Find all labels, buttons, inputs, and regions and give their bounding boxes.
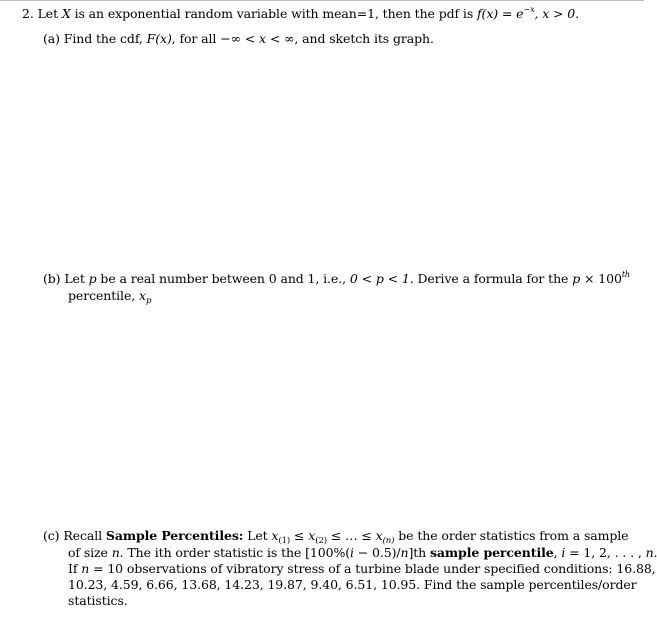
var-i: i xyxy=(561,545,566,560)
part-c-text: − 0.5)/ xyxy=(353,545,401,560)
var-x: x xyxy=(308,528,316,543)
pdf-expression: f(x) = e xyxy=(477,6,524,21)
part-c-text: , xyxy=(553,545,562,560)
var-n: n xyxy=(400,545,409,560)
var-i: i xyxy=(350,545,354,560)
part-c-text: Recall xyxy=(63,528,106,543)
problem-number: 2. xyxy=(22,6,34,21)
part-b-label: (b) xyxy=(43,271,61,286)
leq: ≤ xyxy=(290,528,309,543)
range-expression: −∞ < x < ∞ xyxy=(220,31,295,46)
top-rule xyxy=(0,0,644,1)
problem-text: is an exponential random variable with mean=1, then the pdf is xyxy=(70,6,478,21)
part-c-text: = 1, 2, . . . , xyxy=(565,545,646,560)
th-superscript: th xyxy=(621,270,630,279)
subscript-p: p xyxy=(145,296,152,306)
part-c-label: (c) xyxy=(43,528,60,543)
var-n: n xyxy=(111,545,120,560)
inequality: 0 < p < 1 xyxy=(349,271,410,286)
var-x: x xyxy=(139,288,146,303)
var-x: x xyxy=(271,528,279,543)
part-a-text: , for all xyxy=(171,31,221,46)
part-c-line-1 xyxy=(43,528,629,546)
part-b-line-2 xyxy=(68,288,152,306)
sample-percentile-term: sample percentile xyxy=(429,545,554,560)
part-c-text: be the order statistics from a sample xyxy=(394,528,629,543)
cdf-symbol: F(x) xyxy=(146,31,172,46)
part-a-text: Find the cdf, xyxy=(63,31,147,46)
times-100: × 100 xyxy=(580,271,622,286)
part-b-text: be a real number between 0 and 1, i.e., xyxy=(96,271,350,286)
part-c-text: ]th xyxy=(408,545,430,560)
part-c-line-5 xyxy=(68,593,128,608)
var-x: X xyxy=(61,6,71,21)
subscript: (n) xyxy=(382,536,395,546)
var-x: x xyxy=(375,528,383,543)
subscript: (1) xyxy=(278,536,291,546)
var-n: n xyxy=(645,545,654,560)
part-b-text: Let xyxy=(64,271,89,286)
problem-text: Let xyxy=(37,6,62,21)
var-p: p xyxy=(88,271,97,286)
part-a-label: (a) xyxy=(43,31,60,46)
subscript: (2) xyxy=(315,536,327,546)
part-c-text: of size xyxy=(68,545,112,560)
part-c-text: Let xyxy=(243,528,272,543)
var-n: n xyxy=(81,561,90,576)
part-c-text xyxy=(654,545,657,560)
problem-statement xyxy=(22,6,579,21)
part-a-text: , and sketch its graph. xyxy=(294,31,434,46)
pdf-exponent: −x xyxy=(523,5,535,14)
part-c-text: If xyxy=(68,561,82,576)
part-c-line-3 xyxy=(68,561,656,576)
leq-ellipsis: ≤ … ≤ xyxy=(326,528,376,543)
part-b-text: percentile, xyxy=(68,288,139,303)
part-a xyxy=(43,31,434,46)
var-p: p xyxy=(572,271,581,286)
sample-percentiles-heading: Sample Percentiles: xyxy=(105,528,244,543)
observations-list: 10.23, 4.59, 6.66, 13.68, 14.23, 19.87, 9.40, 6.51, 10.95. Find the sample percentiles/order xyxy=(68,577,637,592)
pdf-condition: , x > 0. xyxy=(534,6,580,21)
part-c-text: . The ith order statistic is the [100%( xyxy=(119,545,350,560)
part-c-text: = 10 observations of vibratory stress of a turbine blade under specified conditions: 16.88, xyxy=(89,561,656,576)
part-b-line-1 xyxy=(43,271,630,286)
part-b-text: . Derive a formula for the xyxy=(409,271,573,286)
part-c-text: statistics. xyxy=(68,593,128,608)
part-c-line-2 xyxy=(68,545,657,560)
part-c-line-4 xyxy=(68,577,637,592)
